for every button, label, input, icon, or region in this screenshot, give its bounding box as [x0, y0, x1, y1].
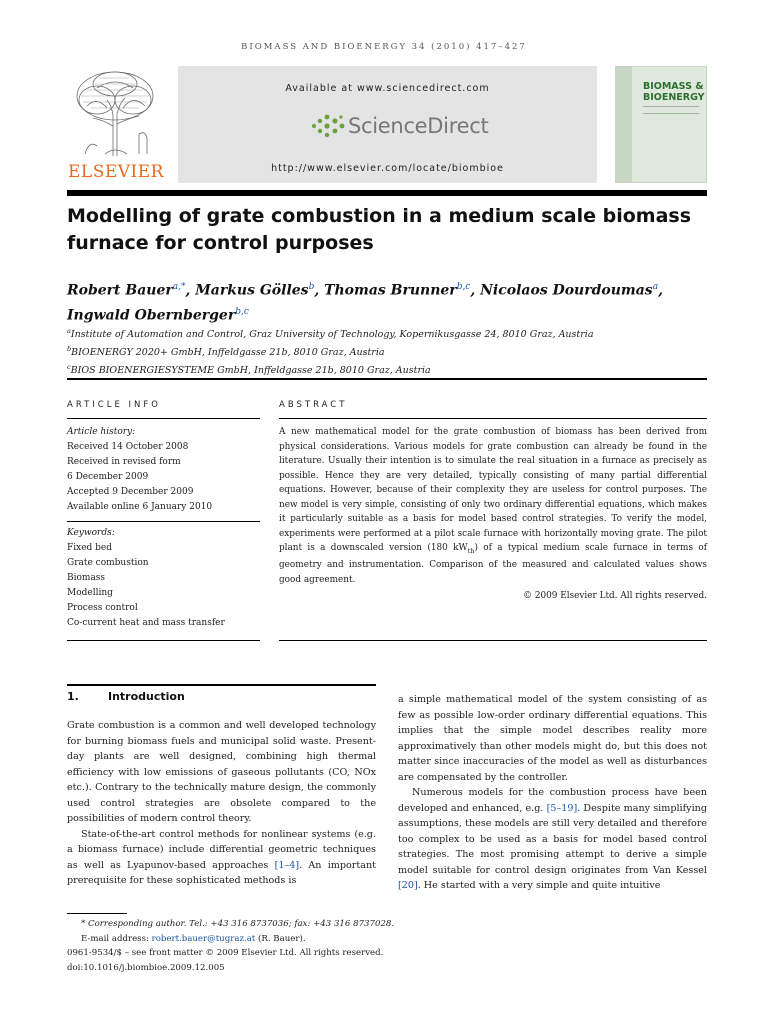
author-affiliation-mark[interactable]: b,c [456, 282, 471, 292]
journal-banner [67, 66, 707, 183]
affiliation-item [67, 324, 707, 342]
footnotes [67, 917, 707, 975]
paragraph-text: . Despite many simplifying assumptions, these models are still very detailed and therefore too complex to be used as a basis for model based control strategies. The most promising attempt to derive a simple model suitable for control design originates from Van Kessel [398, 802, 707, 876]
unit-subscript: th [467, 546, 475, 555]
citation-link[interactable]: [20] [398, 880, 418, 891]
paragraph-text: . He started with a very simple and quite intuitive [417, 880, 661, 891]
keywords-label: Keywords: [67, 528, 115, 538]
history-item: Received in revised form [67, 457, 181, 467]
affiliation-mark: a [67, 327, 71, 335]
history-item: 6 December 2009 [67, 472, 149, 482]
info-divider [67, 521, 260, 522]
keyword-item: Biomass [67, 573, 106, 583]
paragraph-text: State-of-the-art control methods for nonlinear systems (e.g. a biomass furnace) include differential geometric techniques as well as Lyapunov-based approaches [67, 828, 376, 871]
available-at-text: Available at www.sciencedirect.com [285, 83, 490, 94]
article-title: Modelling of grate combustion in a medium scale biomass furnace for control purposes [67, 205, 692, 254]
affiliation-text: BIOS BIOENERGIESYSTEME GmbH, Inffeldgasse 21b, 8010 Graz, Austria [70, 365, 431, 377]
footnote-rule [67, 913, 127, 914]
front-matter-rule [67, 378, 707, 380]
abstract-copyright: © 2009 Elsevier Ltd. All rights reserved. [523, 591, 707, 602]
article-info-rule [67, 418, 260, 419]
header-rule [67, 190, 707, 196]
sciencedirect-logo[interactable] [308, 112, 489, 142]
history-label: Article history: [67, 427, 136, 437]
affiliation-text: Institute of Automation and Control, Graz University of Technology, Kopernikusgasse 24, 8010 Graz, Austria [70, 329, 594, 341]
history-item: Available online 6 January 2010 [67, 502, 213, 512]
email-link[interactable]: robert.bauer@tugraz.at [151, 933, 256, 944]
cover-title-line-2: BIOENERGY [643, 92, 705, 103]
keyword-item: Co-current heat and mass transfer [67, 618, 225, 628]
journal-homepage-link[interactable]: http://www.elsevier.com/locate/biombioe [271, 163, 504, 174]
section-title: Introduction [108, 690, 185, 703]
affiliation-text: BIOENERGY 2020+ GmbH, Inffeldgasse 21b, 8010 Graz, Austria [71, 347, 385, 359]
abstract-rule [279, 418, 707, 419]
introduction-heading [67, 690, 185, 703]
cover-title-line-1: BIOMASS & [643, 81, 704, 92]
abstract-bottom-rule [279, 640, 707, 641]
author-affiliation-mark[interactable]: b,c [235, 306, 249, 317]
keyword-item: Fixed bed [67, 543, 112, 553]
abstract-body [279, 425, 707, 604]
tree-logo-icon [67, 66, 167, 158]
affiliation-item [67, 360, 707, 378]
elsevier-wordmark: ELSEVIER [68, 162, 164, 182]
author-name[interactable]: Markus Gölles [195, 282, 309, 299]
author-affiliation-mark[interactable]: b [308, 282, 315, 292]
keyword-item: Process control [67, 603, 138, 613]
corresponding-author-note: * Corresponding author. Tel.: +43 316 8737036; fax: +43 316 8737028. [81, 919, 395, 929]
author-separator: , [470, 282, 481, 299]
paragraph [67, 827, 376, 889]
author-separator: , [314, 282, 325, 299]
journal-running-head: BIOMASS AND BIOENERGY 34 (2010) 417–427 [241, 42, 527, 52]
sciencedirect-panel [178, 66, 597, 183]
email-suffix: (R. Bauer). [255, 933, 306, 944]
cover-stripe [616, 67, 632, 182]
article-info-heading: ARTICLE INFO [67, 400, 161, 410]
history-item: Received 14 October 2008 [67, 442, 189, 452]
affiliation-item [67, 342, 707, 360]
author-separator: , [185, 282, 196, 299]
affiliation-list [67, 324, 707, 378]
author-separator: , [658, 282, 663, 299]
section-number: 1. [67, 690, 79, 703]
email-note [67, 932, 707, 947]
paragraph: Grate combustion is a common and well developed technology for burning biomass fuels and municipal solid waste. Present-day plants are well designed, combining high thermal efficiency with low emissions of gaseous pollutants (CO, NOx etc.). Contrary to the technically mature design, the commonly used control strategies are obsolete compared to the possibilities of modern control theory. [67, 720, 376, 824]
elsevier-logo[interactable] [67, 66, 175, 183]
body-column-right [398, 692, 707, 894]
sciencedirect-wordmark: ScienceDirect [348, 114, 489, 138]
paragraph [398, 785, 707, 894]
doi-note[interactable]: doi:10.1016/j.biombioe.2009.12.005 [67, 962, 225, 973]
article-info-panel [67, 425, 260, 631]
author-affiliation-mark[interactable]: a [652, 282, 659, 292]
history-item: Accepted 9 December 2009 [67, 487, 194, 497]
affiliation-mark: c [67, 363, 71, 372]
article-info-bottom-rule [67, 640, 260, 641]
abstract-text-continued: ) of a typical medium scale furnace in terms of geometry and instrumentation. Comparison of the measured and calculated values shows good agreement. [279, 543, 707, 585]
journal-cover-icon[interactable] [615, 66, 707, 183]
affiliation-mark: b [67, 345, 72, 354]
author-name[interactable]: Nicolaos Dourdoumas [480, 282, 653, 299]
body-column-left [67, 718, 376, 889]
paragraph-text: Numerous models for the combustion process have been developed and enhanced, e.g. [398, 787, 707, 814]
author-list [67, 277, 707, 326]
cover-subtitle-lines [643, 106, 699, 114]
paragraph-text: . An important prerequisite for these sophisticated methods is [67, 859, 376, 886]
keyword-item: Modelling [67, 588, 113, 598]
author-affiliation-mark[interactable]: a,* [172, 282, 186, 292]
author-name[interactable]: Ingwald Obernberger [67, 307, 236, 324]
paragraph: a simple mathematical model of the system consisting of as few as possible low-order ordinary differential equations. This implies that the simple model describes reality more approximatively than other models might do, but this does not matter since inaccuracies of the model as well as disturbances are compensated by the controller. [398, 694, 707, 783]
keyword-item: Grate combustion [67, 558, 149, 568]
issn-note: 0961-9534/$ – see front matter © 2009 Elsevier Ltd. All rights reserved. [67, 948, 384, 958]
cover-title [643, 81, 705, 103]
abstract-text: A new mathematical model for the grate combustion of biomass has been derived from physical considerations. Various models for grate combustion can already be found in the literature. Usually their intention is to simulate the real situation in a furnace as precisely as possible. Hence they are very detailed, typically consisting of many partial differential equations. However, because of their complexity they are useless for control purposes. The new model is very simple, consisting of only two ordinary differential equations, which makes it particularly suitable as a basis for model based control strategies. To verify the model, experiments were performed at a pilot scale furnace with horizontally moving grate. The pilot plant is a downscaled version (180 kW [279, 427, 707, 553]
citation-link[interactable]: [5–19] [546, 802, 578, 814]
introduction-rule [67, 684, 376, 686]
author-name[interactable]: Robert Bauer [67, 282, 173, 299]
abstract-heading: ABSTRACT [279, 400, 348, 410]
author-name[interactable]: Thomas Brunner [324, 282, 457, 299]
sciencedirect-dots-logo-icon [308, 112, 348, 140]
citation-link[interactable]: [1–4] [274, 859, 300, 871]
email-label: E-mail address: [81, 933, 152, 944]
